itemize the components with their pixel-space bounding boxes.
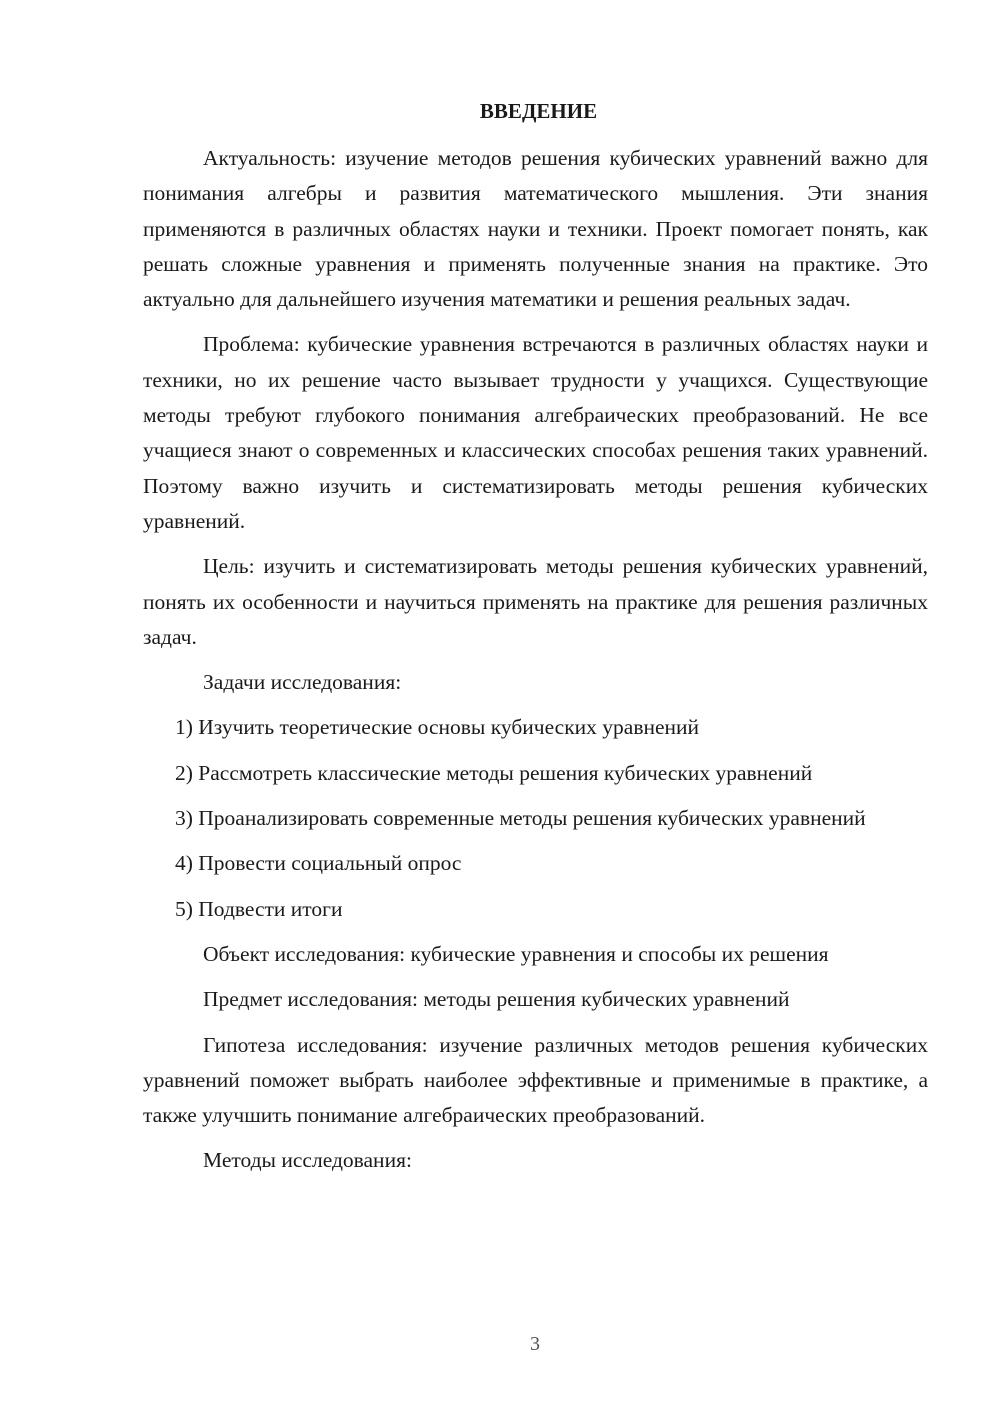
task-item-1: 1) Изучить теоретические основы кубических уравнений [175,715,700,740]
task-item-3: 3) Проанализировать современные методы решения кубических уравнений [175,806,866,831]
tasks-heading: Задачи исследования: [203,670,402,695]
task-item-5: 5) Подвести итоги [175,896,343,921]
methods-heading: Методы исследования: [203,1148,412,1173]
page-number: 3 [530,1333,540,1355]
page-content [143,97,928,1189]
problem-paragraph: Проблема: кубические уравнения встречаются в различных областях науки и техники, но их решение часто вызывает трудности у учащихся. Существующие методы требуют глубокого понимания алгебраических преобразований. Не все учащиеся знают о современных и классических способах решения таких уравнений. Поэтому важно изучить и систематизировать методы решения кубических уравнений. [143,332,928,533]
task-item-2: 2) Рассмотреть классические методы решения кубических уравнений [175,760,813,785]
hypothesis-paragraph: Гипотеза исследования: изучение различных методов решения кубических уравнений поможет выбрать наиболее эффективные и применимые в практике, а также улучшить понимание алгебраических преобразований. [143,1032,928,1128]
goal-paragraph: Цель: изучить и систематизировать методы решения кубических уравнений, понять их особенности и научиться применять на практике для решения различных задач. [143,554,928,649]
task-item-4: 4) Провести социальный опрос [175,851,462,876]
relevance-paragraph: Актуальность: изучение методов решения кубических уравнений важно для понимания алгебры и развития математического мышления. Эти знания применяются в различных областях науки и техники. Проект помогает понять, как решать сложные уравнения и применять полученные знания на практике. Это актуально для дальнейшего изучения математики и решения реальных задач. [143,146,928,312]
object-paragraph: Объект исследования: кубические уравнения и способы их решения [203,941,829,966]
subject-paragraph: Предмет исследования: методы решения кубических уравнений [203,987,790,1012]
page-title: ВВЕДЕНИЕ [479,99,598,123]
